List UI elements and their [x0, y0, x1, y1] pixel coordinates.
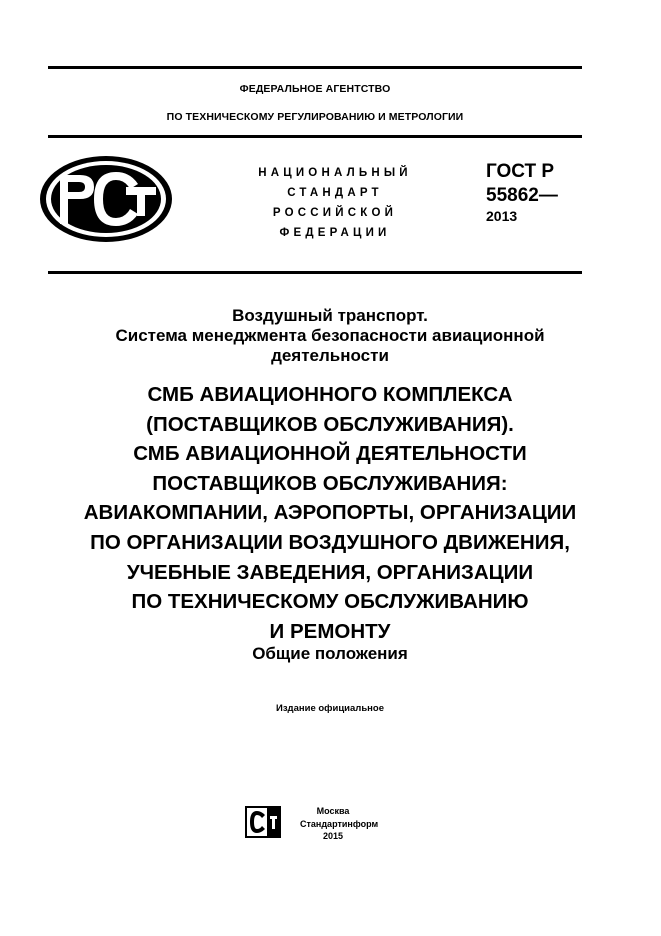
designation-number: 55862— — [486, 185, 558, 206]
national-standard-line-3: РОССИЙСКОЙ — [272, 207, 398, 219]
title-rule — [48, 271, 582, 274]
subject-line-3: деятельности — [271, 346, 389, 365]
publisher-city: Москва — [316, 806, 350, 816]
title-line: СМБ АВИАЦИОННОГО КОМПЛЕКСА — [147, 383, 513, 406]
title-line: ПО ТЕХНИЧЕСКОМУ ОБСЛУЖИВАНИЮ — [131, 590, 529, 614]
title-line: (ПОСТАВЩИКОВ ОБСЛУЖИВАНИЯ). — [146, 412, 514, 436]
top-rule — [48, 66, 582, 69]
national-standard-line-1: НАЦИОНАЛЬНЫЙ — [258, 167, 412, 179]
publisher-block — [300, 805, 379, 843]
publisher-year: 2015 — [322, 831, 344, 841]
rst-certification-logo-icon — [38, 154, 174, 244]
designation-year: 2013 — [486, 208, 518, 224]
standartinform-logo-icon — [245, 806, 281, 838]
agency-line-1: ФЕДЕРАЛЬНОЕ АГЕНТСТВО — [239, 83, 391, 95]
national-standard-line-2: СТАНДАРТ — [287, 187, 383, 199]
subject-line-1: Воздушный транспорт. — [232, 306, 428, 325]
subject-line-2: Система менеджмента безопасности авиационной — [115, 326, 545, 345]
document-title — [20, 380, 640, 646]
header-rule — [48, 135, 582, 138]
title-line: ПОСТАВЩИКОВ ОБСЛУЖИВАНИЯ: — [152, 471, 508, 495]
title-line: СМБ АВИАЦИОННОЙ ДЕЯТЕЛЬНОСТИ — [133, 442, 527, 466]
title-line: УЧЕБНЫЕ ЗАВЕДЕНИЯ, ОРГАНИЗАЦИИ — [126, 560, 534, 584]
general-provisions: Общие положения — [252, 644, 408, 663]
title-line: ПО ОРГАНИЗАЦИИ ВОЗДУШНОГО ДВИЖЕНИЯ, — [90, 530, 570, 554]
designation-prefix: ГОСТ Р — [486, 161, 555, 182]
agency-line-2: ПО ТЕХНИЧЕСКОМУ РЕГУЛИРОВАНИЮ И МЕТРОЛОГИИ — [166, 111, 464, 123]
title-line: И РЕМОНТУ — [269, 619, 391, 643]
national-standard-line-4: ФЕДЕРАЦИИ — [279, 227, 391, 239]
publisher-name: Стандартинформ — [300, 818, 379, 829]
title-line: АВИАКОМПАНИИ, АЭРОПОРТЫ, ОРГАНИЗАЦИИ — [83, 501, 577, 525]
official-edition: Издание официальное — [276, 703, 384, 714]
